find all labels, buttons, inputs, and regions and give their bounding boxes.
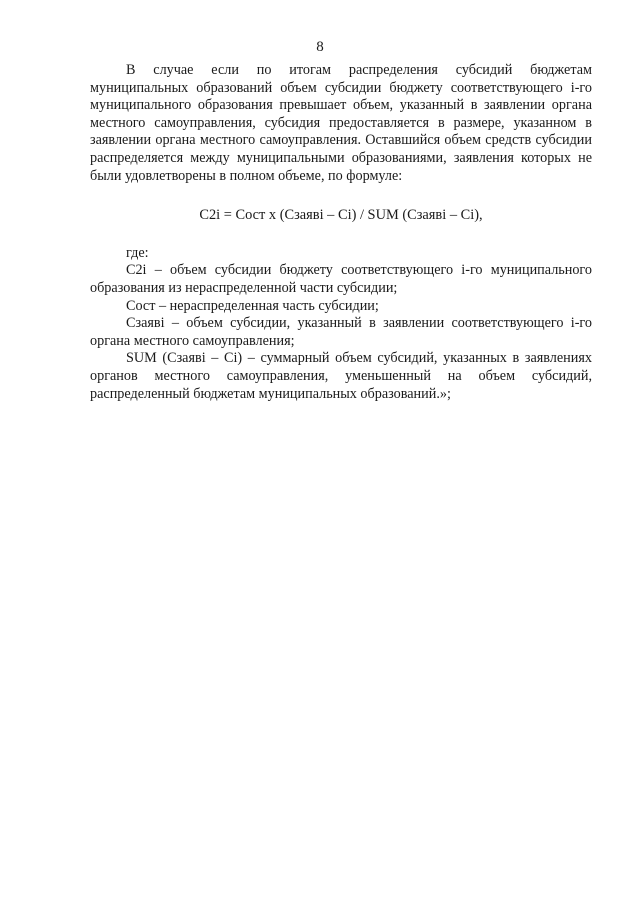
page-number: 8 bbox=[316, 39, 324, 55]
intro-paragraph: В случае если по итогам распределения субсидий бюджетам муниципальных образований объем субсидии бюджету соответствующего i-го муниципального образования превышает объем, указанный в заявлении органа местного самоуправления, субсидия предоставляется в размере, указанном в заявлении органа местного самоуправления. Оставшийся объем средств субсидии распределяется между муниципальными образованиями, заявления которых не были удовлетворены в полном объеме, по формуле: bbox=[90, 62, 592, 184]
definition-c2i: С2i – объем субсидии бюджету соответствующего i-го муниципального образования из нераспределенной части субсидии; bbox=[90, 262, 592, 296]
where-label: где: bbox=[126, 244, 149, 261]
definition-cost: Сост – нераспределенная часть субсидии; bbox=[126, 297, 379, 314]
formula: С2i = Сост x (Сзаявi – Сi) / SUM (Сзаявi – Сi), bbox=[199, 207, 483, 224]
definition-czayav: Сзаявi – объем субсидии, указанный в заявлении соответствующего i-го органа местного самоуправления; bbox=[90, 315, 592, 349]
document-body bbox=[90, 62, 592, 403]
definition-sum: SUM (Сзаявi – Сi) – суммарный объем субсидий, указанных в заявлениях органов местного самоуправления, уменьшенный на объем субсидий, распределенный бюджетам муниципальных образований.»; bbox=[90, 350, 592, 402]
